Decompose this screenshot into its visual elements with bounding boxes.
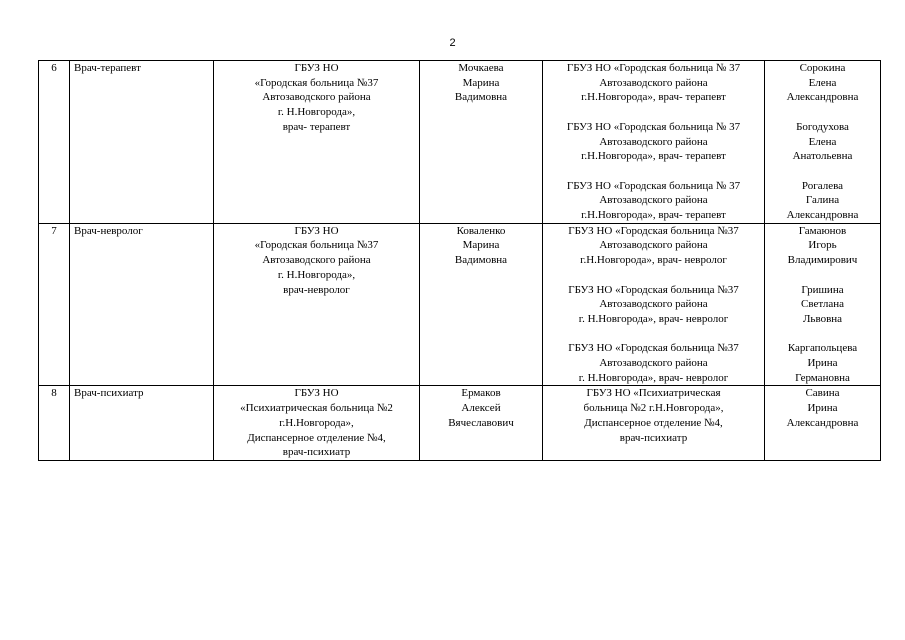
organization-line: г. Н.Новгорода», [277,268,356,281]
mentor-name-line: Елена [808,135,837,148]
mentor-organization-line: г.Н.Новгорода», врач- терапевт [581,150,726,163]
mentor-name-line: Елена [808,76,837,89]
mentor-name-line: Анатольевна [792,150,853,163]
mentor-organization-cell [543,386,765,461]
organization-line: г. Н.Новгорода», [277,106,356,119]
row-number: 6 [39,61,70,224]
mentor-organization-line: ГБУЗ НО «Городская больница №37 [568,283,739,296]
mentor-organization-line: г.Н.Новгорода», врач- терапевт [581,209,726,221]
organization-line: ГБУЗ НО [294,387,339,400]
position-cell: Врач-невролог [70,223,214,386]
table-row [39,223,881,386]
mentor-organization-block [545,120,762,164]
mentor-name-line: Александровна [786,91,859,104]
mentor-name-block [767,283,878,327]
mentor-organization-line: врач-психиатр [619,431,688,444]
table-row [39,61,881,224]
mentor-organization-block [545,283,762,327]
organization-line: ГБУЗ НО [294,224,339,237]
mentor-name-cell [765,223,881,386]
table-body [39,61,881,461]
mentor-organization-line: Автозаводского района [599,357,708,369]
person-name-line: Марина [462,76,500,89]
person-cell [420,386,543,461]
mentor-name-line: Гришина [801,283,844,296]
organization-line: ГБУЗ НО [294,62,339,74]
mentor-organization-block [545,224,762,268]
page-number: 2 [449,37,456,49]
organization-line: врач- терапевт [282,120,351,133]
mentor-name-line: Львовна [802,312,843,325]
mentor-organization-line: Автозаводского района [599,194,708,207]
mentor-organization-cell [543,61,765,224]
mentor-name-block [767,224,878,268]
organization-line: «Городская больница №37 [254,239,379,252]
mentor-organization-line: ГБУЗ НО «Психиатрическая [586,387,721,400]
mentor-name-block [767,61,878,105]
mentor-organization-line: г. Н.Новгорода», врач- невролог [578,312,729,325]
mentor-organization-block [545,386,762,445]
mentor-organization-line: ГБУЗ НО «Городская больница № 37 [566,179,741,192]
person-cell [420,61,543,224]
organization-line: врач-психиатр [282,446,351,459]
mentor-organization-block [545,341,762,385]
organization-cell [214,386,420,461]
mentor-organization-line: Автозаводского района [599,298,708,311]
mentor-organization-block [545,179,762,223]
mentor-name-block [767,341,878,385]
mentor-organization-line: ГБУЗ НО «Городская больница № 37 [566,62,741,74]
mentor-organization-line: г.Н.Новгорода», врач- невролог [580,254,727,267]
person-name-line: Мочкаева [458,62,504,74]
mentor-organization-line: больница №2 г.Н.Новгорода», [583,402,724,415]
person-name-line: Алексей [461,402,501,415]
appointments-table [38,60,881,461]
mentor-name-line: Светлана [800,298,845,311]
person-name-line: Вадимовна [454,91,508,104]
person-name-line: Марина [462,239,500,252]
organization-line: Автозаводского района [262,254,371,267]
mentor-name-block [767,386,878,430]
mentor-name-line: Сорокина [799,62,846,74]
row-number: 8 [39,386,70,461]
organization-line: «Психиатрическая больница №2 [240,402,393,415]
mentor-name-line: Рогалева [801,179,844,192]
person-name-line: Коваленко [456,224,506,237]
organization-line: г.Н.Новгорода», [279,416,354,429]
table-row [39,386,881,461]
mentor-organization-cell [543,223,765,386]
mentor-organization-line: Автозаводского района [599,76,708,89]
mentor-name-line: Гамаюнов [798,224,847,237]
mentor-name-cell [765,386,881,461]
mentor-name-block [767,120,878,164]
mentor-organization-block [545,61,762,105]
organization-cell [214,61,420,224]
mentor-name-block [767,179,878,223]
mentor-name-line: Савина [805,387,840,400]
mentor-organization-line: ГБУЗ НО «Городская больница №37 [568,342,739,355]
person-cell [420,223,543,386]
mentor-name-line: Каргапольцева [787,342,858,355]
mentor-name-line: Александровна [786,209,859,221]
mentor-name-line: Германовна [795,371,850,384]
position-cell: Врач-терапевт [70,61,214,224]
mentor-organization-line: Автозаводского района [599,239,708,252]
person-name-line: Вадимовна [454,254,508,267]
mentor-organization-line: г. Н.Новгорода», врач- невролог [578,371,729,384]
mentor-name-line: Александровна [786,416,859,429]
organization-line: Диспансерное отделение №4, [247,431,386,444]
organization-line: врач-невролог [283,283,350,296]
mentor-name-line: Галина [805,194,840,207]
mentor-organization-line: ГБУЗ НО «Городская больница № 37 [566,120,741,133]
row-number: 7 [39,223,70,386]
person-name-line: Ермаков [461,387,501,400]
mentor-name-line: Ирина [807,402,838,415]
organization-line: «Городская больница №37 [254,76,379,89]
mentor-name-line: Владимирович [787,254,858,267]
mentor-organization-line: Диспансерное отделение №4, [584,416,723,429]
person-name-line: Вячеславович [448,416,514,429]
organization-line: Автозаводского района [262,91,371,104]
mentor-name-cell [765,61,881,224]
mentor-name-line: Ирина [807,357,838,369]
mentor-organization-line: ГБУЗ НО «Городская больница №37 [568,224,739,237]
mentor-organization-line: Автозаводского района [599,135,708,148]
mentor-name-line: Игорь [808,239,837,252]
mentor-name-line: Богодухова [796,120,849,133]
mentor-organization-line: г.Н.Новгорода», врач- терапевт [581,91,726,104]
organization-cell [214,223,420,386]
position-cell: Врач-психиатр [70,386,214,461]
